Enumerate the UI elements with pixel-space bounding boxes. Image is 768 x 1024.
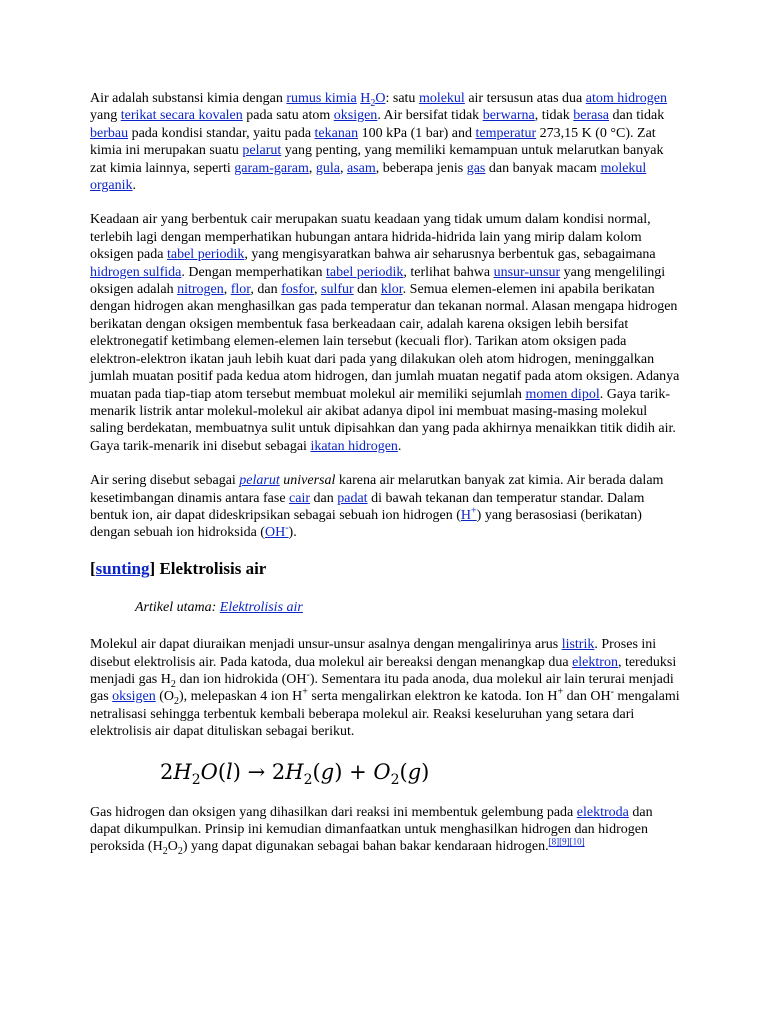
link-atom-hidrogen[interactable]: atom hidrogen	[585, 91, 668, 106]
text: . Semua elemen-elemen ini apabila berikatan dengan hidrogen akan menghasilkan gas pada temperatur dan tekanan normal. Alasan mengapa hidrogen berikatan dengan oksigen membentuk fasa berkeadaan cair, adalah karena oksigen lebih bersifat elektronegatif ketimbang elemen-elemen lain tersebut (kecuali flor). Tarikan atom oksigen pada elektron-elektron ikatan jauh lebih kuat dari pada yang dilakukan oleh atom hidrogen, meninggalkan jumlah muatan positif pada kedua atom hidrogen, dan jumlah muatan negatif pada atom oksigen. Adanya muatan pada tiap-tiap atom tersebut membuat molekul air memiliki sejumlah	[90, 282, 680, 402]
link-asam[interactable]: asam	[346, 160, 376, 176]
link-elektrolisis-air[interactable]: Elektrolisis air	[219, 599, 303, 615]
link-gula[interactable]: gula	[315, 160, 340, 176]
citation-9[interactable]: [9]	[559, 836, 570, 847]
eq-arrow: →	[240, 759, 272, 784]
link-elektroda[interactable]: elektroda	[576, 804, 629, 820]
text: . Proses ini disebut elektrolisis air. Pada katoda, dua molekul air bereaksi dengan menangkap dua	[90, 637, 657, 670]
superscript: -	[285, 522, 289, 534]
section-title: Elektrolisis air	[155, 558, 267, 578]
text: dan	[353, 282, 381, 298]
text: ,	[339, 160, 347, 176]
link-pelarut[interactable]: pelarut	[242, 143, 282, 159]
eq-symbol: H	[285, 759, 304, 784]
link-hidrogen-sulfida[interactable]: hidrogen sulfida	[90, 264, 182, 280]
text: ).	[288, 525, 297, 541]
italic-text: universal	[283, 473, 336, 489]
link-klor[interactable]: klor	[380, 282, 403, 298]
superscript: +	[302, 686, 308, 698]
link-fosfor[interactable]: fosfor	[281, 282, 314, 298]
text: Air adalah substansi kimia dengan	[90, 91, 287, 106]
text: , tereduksi menjadi gas H	[90, 654, 677, 687]
subscript: 2	[162, 846, 168, 858]
eq-paren: )	[421, 759, 430, 784]
link-rumus-kimia[interactable]: rumus kimia	[286, 91, 357, 106]
text: yang	[90, 108, 121, 124]
eq-plus: +	[342, 759, 374, 784]
text: OH	[264, 525, 286, 541]
paragraph-solvent	[90, 472, 680, 542]
eq-subscript: 2	[191, 771, 201, 788]
text: dan dapat dikumpulkan. Prinsip ini kemudian dimanfaatkan untuk menghasilkan hidrogen dan hidrogen peroksida (H	[90, 804, 653, 855]
link-cair[interactable]: cair	[289, 490, 311, 506]
link-nitrogen[interactable]: nitrogen	[177, 282, 224, 298]
edit-section-link[interactable]: sunting	[95, 558, 150, 578]
eq-paren: (	[312, 759, 321, 784]
bracket: [	[90, 558, 96, 578]
eq-paren: (	[217, 759, 227, 784]
link-tekanan[interactable]: tekanan	[314, 125, 359, 141]
link-h2o[interactable]	[360, 91, 386, 109]
text: : satu	[385, 91, 419, 106]
text: dan ion hidrokida (OH	[175, 671, 307, 687]
link-elektron[interactable]: elektron	[572, 654, 618, 670]
link-momen-dipol[interactable]: momen dipol	[525, 386, 600, 402]
text: , tidak	[534, 108, 574, 124]
text: (O	[155, 689, 175, 705]
eq-paren: )	[334, 759, 343, 784]
text: . Dengan memperhatikan	[181, 264, 326, 280]
text: Artikel utama:	[135, 599, 220, 615]
text: Molekul air dapat diuraikan menjadi unsur-unsur asalnya dengan mengalirinya arus	[90, 637, 562, 653]
text: ,	[308, 160, 316, 176]
text: , dan	[250, 282, 282, 298]
link-listrik[interactable]: listrik	[561, 637, 595, 653]
eq-symbol: O	[373, 759, 391, 784]
link-h-plus[interactable]	[460, 505, 477, 523]
text: .	[397, 438, 402, 454]
bracket: ]	[149, 558, 156, 578]
text: dan	[310, 490, 338, 506]
eq-paren: (	[399, 759, 408, 784]
superscript: +	[471, 505, 477, 517]
link-berbau[interactable]: berbau	[90, 125, 129, 141]
text: serta mengalirkan elektron ke katoda. Ion H	[307, 689, 558, 705]
paragraph-liquid-state	[90, 211, 680, 455]
superscript: -	[610, 686, 614, 698]
link-tabel-periodik-2[interactable]: tabel periodik	[326, 264, 404, 280]
text: Air sering disebut sebagai	[90, 473, 240, 489]
text: H	[360, 91, 371, 106]
link-padat[interactable]: padat	[337, 490, 368, 506]
subscript: 2	[174, 696, 180, 708]
link-molekul[interactable]: molekul	[418, 91, 465, 106]
link-temperatur[interactable]: temperatur	[475, 125, 537, 141]
text: ) yang dapat digunakan sebagai bahan bakar kendaraan hidrogen.	[182, 839, 549, 855]
text: . Gaya tarik-menarik listrik antar molekul-molekul air akibat adanya dipol ini membuat masing-masing molekul saling berdekatan, membuatnya sulit untuk dipisahkan dan yang pada akhirnya menaikkan titik didih air. Gaya tarik-menarik ini disebut sebagai	[90, 386, 676, 454]
paragraph-electrolysis	[90, 636, 680, 740]
paragraph-intro	[90, 90, 680, 194]
text: ), melepaskan 4 ion H	[179, 689, 303, 705]
text: , terlihat bahwa	[403, 264, 494, 280]
link-molekul-organik[interactable]: molekul organik	[90, 160, 647, 194]
text: H	[460, 507, 472, 523]
link-unsur-unsur[interactable]: unsur-unsur	[493, 264, 561, 280]
text: Gas hidrogen dan oksigen yang dihasilkan dari reaksi ini membentuk gelembung pada	[90, 804, 577, 820]
link-terikat-secara-kovalen[interactable]: terikat secara kovalen	[120, 108, 243, 124]
eq-state: g	[407, 759, 422, 784]
text: , yang mengisyaratkan bahwa air seharusnya berbentuk gas, sebagaimana	[244, 247, 656, 263]
text: air tersusun atas dua	[464, 91, 586, 106]
text: di bawah tekanan dan temperatur standar. Dalam bentuk ion, air dapat dideskripsikan sebagai sebuah ion hidrogen (	[90, 490, 645, 523]
superscript: +	[557, 686, 564, 698]
link-oksigen[interactable]: oksigen	[333, 108, 378, 124]
eq-state: g	[320, 759, 335, 784]
link-flor[interactable]: flor	[230, 282, 251, 298]
text: ,	[223, 282, 231, 298]
text: . Air bersifat tidak	[377, 108, 483, 124]
text: 273,15 K (0 °C). Zat kimia ini merupakan suatu	[90, 125, 656, 159]
text: pada kondisi standar, yaitu pada	[128, 125, 315, 141]
subscript: 2	[170, 678, 176, 690]
eq-coefficient: 2	[271, 759, 286, 784]
subscript: 2	[177, 846, 183, 858]
text: , beberapa jenis	[375, 160, 467, 176]
citation-8[interactable]: [8]	[548, 836, 560, 847]
text: pada satu atom	[242, 108, 334, 124]
text: O	[375, 91, 386, 106]
text: 100 kPa (1 bar) and	[358, 125, 476, 141]
section-heading-elektrolisis	[90, 559, 680, 579]
text: dan tidak	[609, 108, 665, 124]
link-berwarna[interactable]: berwarna	[482, 108, 535, 124]
subscript: 2	[370, 97, 376, 109]
link-garam-garam[interactable]: garam-garam	[234, 160, 309, 176]
link-pelarut-italic[interactable]: pelarut	[239, 473, 280, 489]
link-gas[interactable]: gas	[466, 160, 486, 176]
link-tabel-periodik[interactable]: tabel periodik	[166, 247, 245, 263]
eq-subscript: 2	[303, 771, 313, 788]
text: karena air melarutkan banyak zat kimia. Air berada dalam kesetimbangan dinamis antara fase	[90, 473, 664, 506]
text: yang mengelilingi oksigen adalah	[90, 264, 666, 298]
paragraph-products	[90, 804, 680, 856]
link-sulfur[interactable]: sulfur	[321, 282, 354, 298]
text: ). Sementara itu pada anoda, dua molekul air lain terurai menjadi gas	[90, 671, 674, 705]
eq-state: l	[226, 759, 233, 784]
text: dan OH	[563, 689, 611, 705]
eq-subscript: 2	[390, 771, 400, 788]
superscript: -	[306, 669, 310, 681]
eq-symbol: H	[173, 759, 192, 784]
text: Keadaan air yang berbentuk cair merupakan suatu keadaan yang tidak umum dalam kondisi normal, terlebih lagi dengan memperhatikan hubungan antara hidrida-hidrida lain yang mirip dalam kolom oksigen pada	[90, 212, 651, 263]
link-oksigen-2[interactable]: oksigen	[112, 689, 156, 705]
text: ,	[314, 282, 321, 298]
eq-coefficient: 2	[160, 759, 174, 784]
text: dan banyak macam	[485, 160, 601, 176]
main-article-note	[135, 599, 680, 616]
eq-symbol: O	[200, 759, 218, 784]
article-body	[90, 90, 680, 856]
text: mengalami netralisasi sehingga terbentuk kembali beberapa molekul air. Reaksi keseluruhan yang setara dari elektrolisis air dapat dituliskan sebagai berikut.	[90, 689, 680, 740]
link-ikatan-hidrogen[interactable]: ikatan hidrogen	[310, 438, 398, 454]
text: .	[132, 178, 137, 194]
link-berasa[interactable]: berasa	[573, 108, 610, 124]
text: ) yang berasosiasi (berikatan) dengan sebuah ion hidroksida (	[90, 507, 642, 541]
text: O	[167, 839, 178, 855]
text: yang penting, yang memiliki kemampuan untuk melarutkan banyak zat kimia lainnya, seperti	[90, 143, 664, 176]
electrolysis-equation	[160, 759, 680, 788]
link-oh-minus[interactable]	[264, 522, 289, 541]
citation-10[interactable]: [10]	[569, 836, 585, 847]
eq-paren: )	[232, 759, 241, 784]
